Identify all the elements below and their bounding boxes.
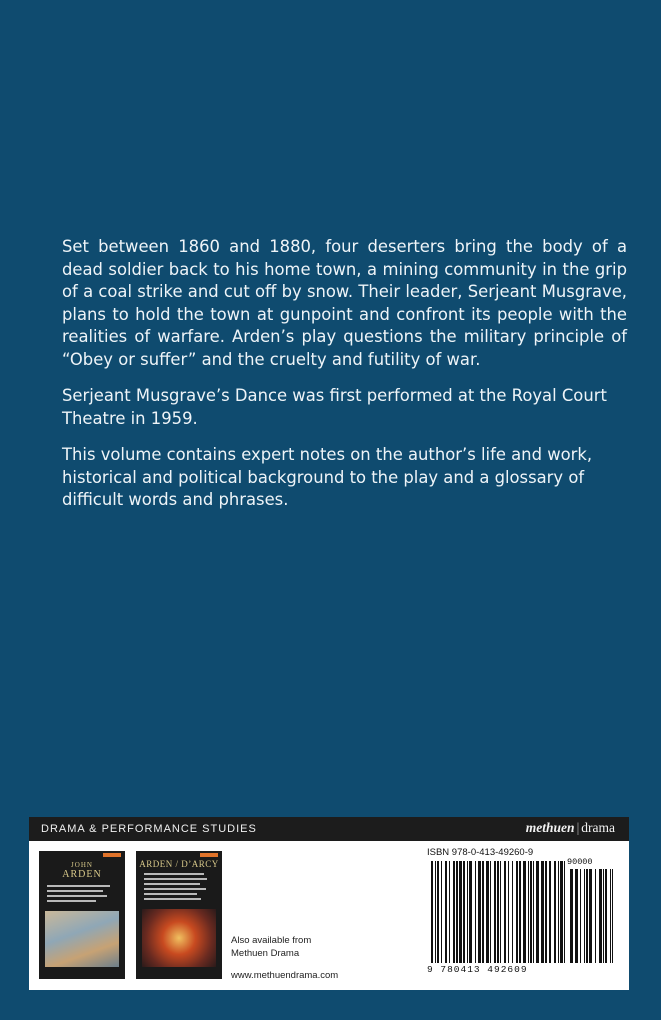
also-available-text bbox=[231, 934, 311, 960]
barcode-bar bbox=[435, 861, 436, 963]
barcode-bar bbox=[459, 861, 462, 963]
barcode-bar bbox=[475, 861, 476, 963]
blurb-paragraph-3: This volume contains expert notes on the author’s life and work, historical and political background to the play and a glossary of difficult words and phrases. bbox=[62, 445, 593, 509]
barcode-bar bbox=[504, 861, 506, 963]
barcode-bar bbox=[580, 869, 581, 963]
barcode-bar bbox=[449, 861, 450, 963]
publisher-separator: | bbox=[576, 820, 580, 835]
book-author-last: ARDEN bbox=[62, 869, 102, 880]
barcode-bar bbox=[564, 861, 565, 963]
publisher-name: methuen bbox=[525, 820, 575, 835]
barcode-bar bbox=[570, 869, 573, 963]
barcode-bar bbox=[612, 869, 613, 963]
barcode-bar bbox=[530, 861, 532, 963]
barcode-bar bbox=[545, 861, 547, 963]
book-contents-lines bbox=[47, 885, 117, 905]
also-available-line-1: Also available from bbox=[231, 935, 312, 946]
barcode-bar bbox=[478, 861, 481, 963]
book-contents-lines bbox=[144, 873, 214, 903]
publisher-imprint: drama bbox=[581, 820, 615, 835]
barcode-bar bbox=[554, 861, 556, 963]
barcode-bar bbox=[610, 869, 611, 963]
also-available-line-2: Methuen Drama bbox=[231, 948, 300, 959]
barcode-number: 9 780413 492609 bbox=[427, 964, 528, 975]
barcode-bar bbox=[456, 861, 458, 963]
barcode-bar bbox=[516, 861, 518, 963]
isbn-text: ISBN 978-0-413-49260-9 bbox=[427, 847, 534, 858]
barcode-bar bbox=[523, 861, 526, 963]
publisher-logo bbox=[526, 820, 615, 836]
barcode-bar bbox=[467, 861, 468, 963]
barcode-bar bbox=[605, 869, 607, 963]
book-author: ARDEN / D’ARCY bbox=[139, 859, 219, 869]
barcode-bar bbox=[453, 861, 455, 963]
publisher-url: www.methuendrama.com bbox=[231, 970, 339, 981]
barcode-bar bbox=[497, 861, 499, 963]
barcode-bar bbox=[494, 861, 496, 963]
barcode-bar bbox=[463, 861, 465, 963]
barcode-bar bbox=[437, 861, 439, 963]
barcode-addon-bars bbox=[570, 869, 615, 963]
blurb-paragraph-1: Set between 1860 and 1880, four deserters bring the body of a dead soldier back to his home town, a mining community in the grip of a coal strike and cut off by snow. Their leader, Serjeant Musgrave, plans to hold the town at gunpoint and confront its people with the realities of warfare. Arden’s play questions the military principle of “Obey or suffer” and the cruelty and futility of war. bbox=[62, 237, 627, 369]
book-tag bbox=[103, 853, 121, 857]
barcode-bar bbox=[586, 869, 588, 963]
footer-panel bbox=[29, 841, 629, 990]
barcode-bar bbox=[533, 861, 534, 963]
series-bar bbox=[29, 817, 629, 841]
barcode-bar bbox=[445, 861, 447, 963]
barcode-bar bbox=[584, 869, 585, 963]
barcode-bar bbox=[603, 869, 604, 963]
barcode-bar bbox=[519, 861, 521, 963]
barcode-bar bbox=[558, 861, 559, 963]
related-book-cover-1 bbox=[39, 851, 125, 979]
barcode-bar bbox=[431, 861, 433, 963]
barcode-bar bbox=[595, 869, 596, 963]
barcode-bar bbox=[490, 861, 491, 963]
book-tag bbox=[200, 853, 218, 857]
barcode-bar bbox=[541, 861, 544, 963]
barcode-addon-number: 90000 bbox=[567, 857, 593, 867]
barcode-bar bbox=[441, 861, 442, 963]
blurb-paragraph-2: Serjeant Musgrave’s Dance was first performed at the Royal Court Theatre in 1959. bbox=[62, 386, 607, 428]
barcode-bar bbox=[599, 869, 602, 963]
series-label: DRAMA & PERFORMANCE STUDIES bbox=[41, 823, 257, 835]
barcode-bar bbox=[508, 861, 509, 963]
barcode-bar bbox=[560, 861, 563, 963]
barcode-bars bbox=[431, 861, 565, 963]
barcode-bar bbox=[536, 861, 539, 963]
related-book-cover-2 bbox=[136, 851, 222, 979]
barcode-bar bbox=[549, 861, 551, 963]
barcode-bar bbox=[469, 861, 472, 963]
book-author-first: JOHN bbox=[71, 861, 93, 869]
blurb bbox=[62, 236, 627, 526]
barcode-bar bbox=[482, 861, 484, 963]
barcode-bar bbox=[486, 861, 489, 963]
book-cover-art bbox=[142, 909, 216, 967]
barcode-bar bbox=[589, 869, 592, 963]
barcode-bar bbox=[512, 861, 513, 963]
barcode bbox=[427, 847, 617, 983]
book-cover-art bbox=[45, 911, 119, 967]
barcode-bar bbox=[500, 861, 501, 963]
barcode-bar bbox=[575, 869, 578, 963]
barcode-bar bbox=[528, 861, 529, 963]
